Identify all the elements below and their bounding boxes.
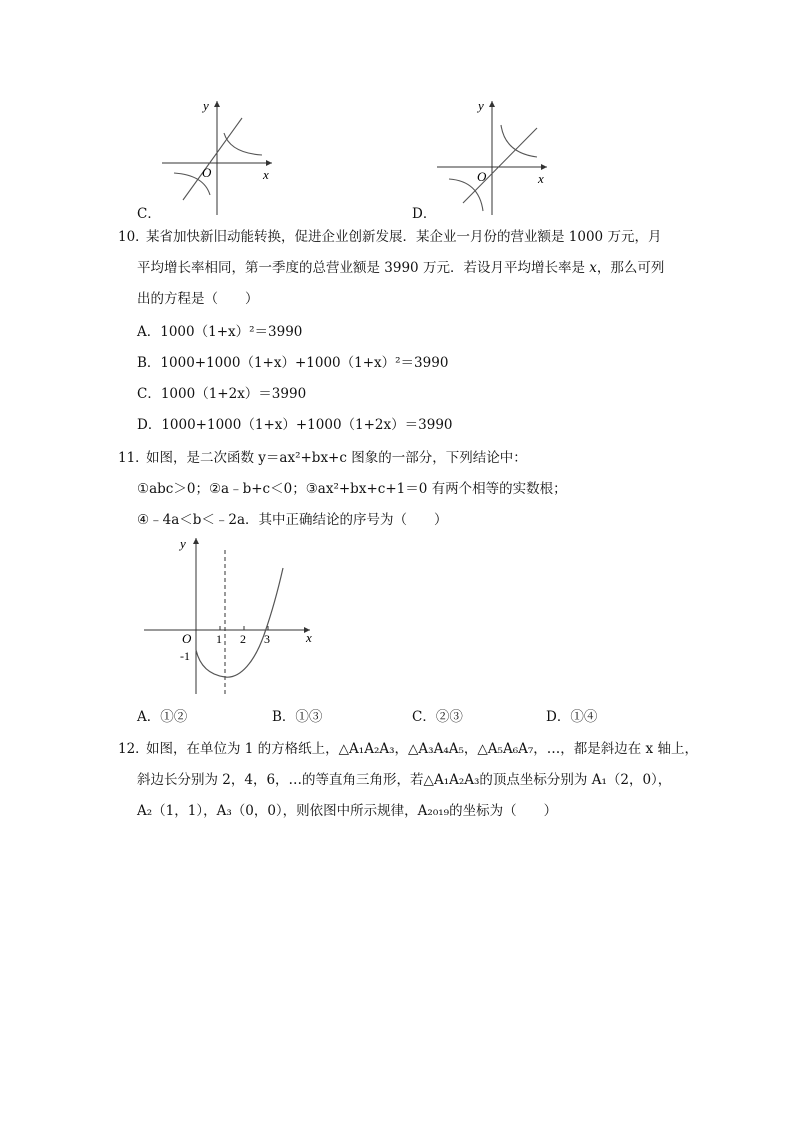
option-c[interactable]: [412, 708, 463, 726]
question-number: 11．: [118, 450, 149, 466]
option-label: D．: [137, 417, 162, 433]
question-text: 斜边长分别为 2，4，6，…的等直角三角形，若△A₁A₂A₃的顶点坐标分别为 A₁（2，0），: [137, 772, 672, 788]
origin-label: O: [202, 165, 212, 180]
option-c-label: C．: [137, 206, 161, 222]
option-label: C．: [412, 709, 436, 725]
question-text: ①abc＞0；②a﹣b+c＜0；③ax²+bx+c+1＝0 有两个相等的实数根；: [137, 481, 567, 497]
tick-label: -1: [180, 649, 190, 663]
tick-label: 2: [240, 632, 246, 646]
question-text: [137, 259, 664, 277]
option-d[interactable]: [137, 416, 453, 434]
option-c[interactable]: [137, 385, 306, 403]
option-text: ②③: [435, 709, 463, 725]
option-label: A．: [137, 709, 161, 725]
option-label: C．: [137, 386, 161, 402]
graph-option-d: [425, 95, 565, 220]
hyperbola-branch: [224, 133, 262, 155]
option-d[interactable]: [546, 708, 597, 726]
option-label: D．: [546, 709, 571, 725]
linear-graph: [463, 128, 537, 203]
axis-label-y: y: [180, 536, 186, 551]
option-a[interactable]: [137, 708, 187, 726]
parabola-graph: [140, 532, 320, 702]
question-text: 某省加快新旧动能转换，促进企业创新发展．某企业一月份的营业额是 1000 万元，月: [146, 229, 662, 245]
axis-label-x: x: [263, 167, 269, 182]
tick-label: 3: [264, 632, 270, 646]
option-text: 1000+1000（1+x）+1000（1+2x）＝3990: [161, 417, 453, 433]
question-number: 10．: [118, 229, 149, 245]
variable: x: [589, 260, 597, 276]
option-a[interactable]: [137, 323, 302, 341]
parabola-curve: [196, 568, 283, 677]
option-text: 1000（1+x）²＝3990: [160, 324, 303, 340]
option-label: B．: [137, 355, 161, 371]
option-text: 1000+1000（1+x）+1000（1+x）²＝3990: [160, 355, 449, 371]
question-text: A₂（1，1），A₃（0，0），则依图中所示规律，A₂₀₁₉的坐标为（ ）: [137, 803, 558, 819]
question-text: ④﹣4a＜b＜﹣2a．其中正确结论的序号为（ ）: [137, 512, 448, 528]
question-text: 出的方程是（ ）: [137, 291, 259, 307]
text-fragment: 平均增长率相同，第一季度的总营业额是 3990 万元．若设月平均增长率是: [137, 260, 590, 276]
hyperbola-branch: [501, 125, 537, 157]
question-text: 如图，是二次函数 y＝ax²+bx+c 图象的一部分，下列结论中：: [146, 450, 527, 466]
text-fragment: ，那么可列: [596, 260, 665, 276]
option-d-label: D．: [412, 206, 437, 222]
option-text: 1000（1+2x）＝3990: [160, 386, 307, 402]
axis-label-x: x: [538, 171, 544, 186]
graph-option-c: [150, 95, 290, 220]
option-b[interactable]: [272, 708, 322, 726]
question-text: 如图，在单位为 1 的方格纸上，△A₁A₂A₃，△A₃A₄A₅，△A₅A₆A₇，…，都是斜边在 x 轴上，: [146, 741, 698, 757]
option-b[interactable]: [137, 354, 448, 372]
tick-label: 1: [216, 632, 222, 646]
option-label: A．: [137, 324, 161, 340]
axis-label-y: y: [478, 98, 484, 113]
axis-label-y: y: [203, 98, 209, 113]
option-label: B．: [272, 709, 296, 725]
option-text: ①②: [160, 709, 188, 725]
origin-label: O: [477, 169, 487, 184]
axis-label-x: x: [306, 630, 312, 645]
linear-graph: [183, 118, 242, 200]
option-text: ①③: [295, 709, 323, 725]
option-text: ①④: [570, 709, 598, 725]
origin-label: O: [182, 631, 192, 646]
question-number: 12．: [118, 741, 149, 757]
